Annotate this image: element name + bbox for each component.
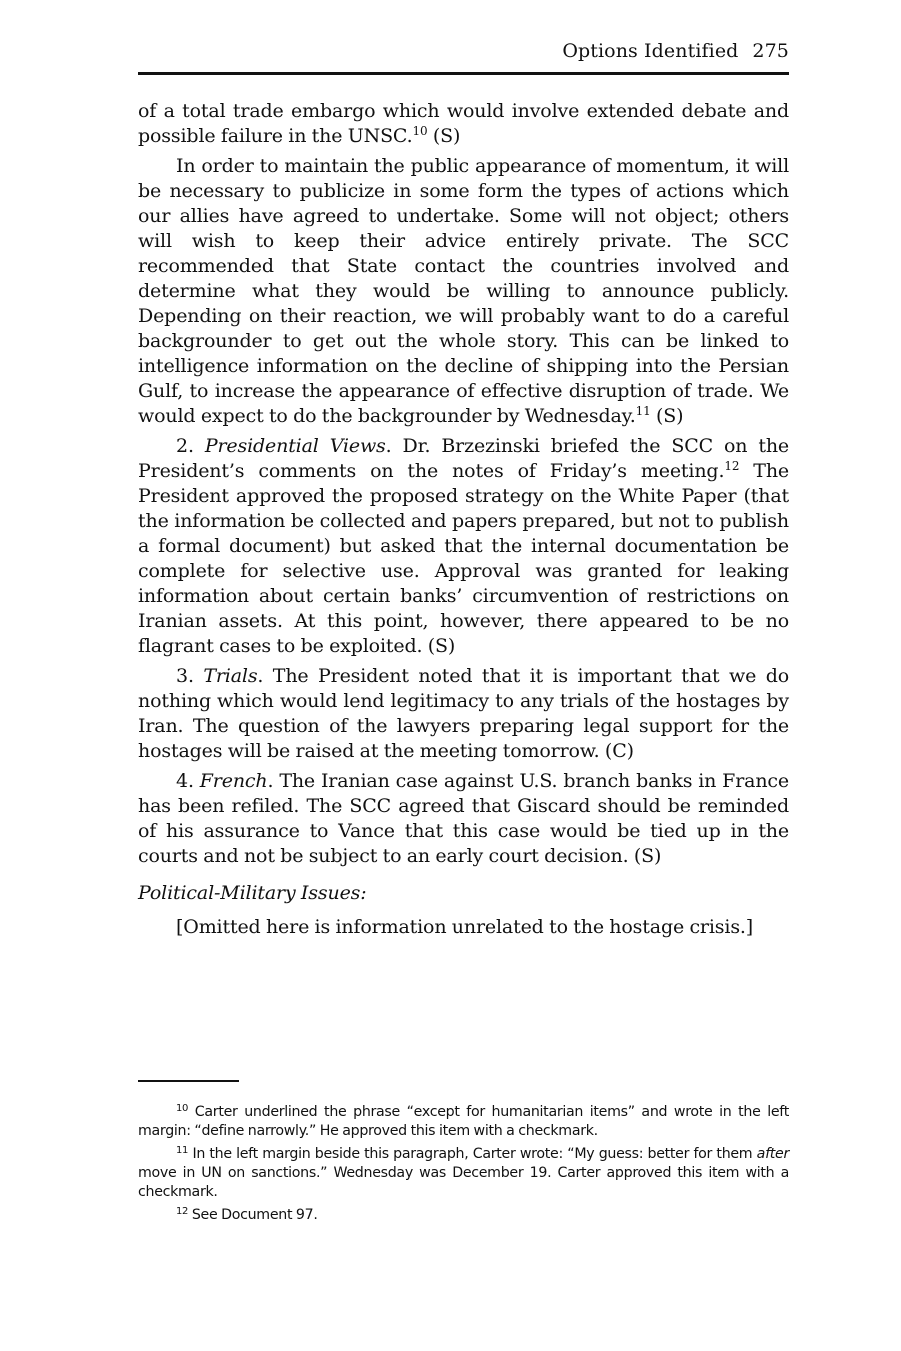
footnote-text: Carter underlined the phrase “except for humanitarian items” and wrote in the left margin: “define narrowly.” He approved this item with a checkmark. bbox=[138, 1104, 789, 1139]
paragraph-text: . The Iranian case against U.S. branch banks in France has been refiled. The SCC agreed that Giscard should be reminded of his assurance to Vance that this case would be tied up in the courts and not be subject to an early court decision. (S) bbox=[138, 770, 789, 867]
classification-marking: (S) bbox=[427, 125, 461, 147]
item-number: 2. bbox=[176, 435, 205, 457]
item-number: 4. bbox=[176, 770, 200, 792]
classification-marking: (S) bbox=[650, 405, 684, 427]
page-number: 275 bbox=[752, 40, 789, 62]
section-heading: Political-Military Issues: bbox=[138, 882, 367, 904]
omitted-note: [Omitted here is information unrelated to the hostage crisis.] bbox=[176, 916, 754, 938]
main-text bbox=[138, 99, 789, 945]
paragraph-trials bbox=[138, 664, 789, 764]
footnote-11 bbox=[138, 1145, 789, 1202]
footnote-ref-10[interactable]: 10 bbox=[412, 124, 428, 138]
item-number: 3. bbox=[176, 665, 204, 687]
footnote-10 bbox=[138, 1103, 789, 1141]
footnote-emphasis: after bbox=[756, 1146, 789, 1162]
paragraph-publicity bbox=[138, 154, 789, 429]
footnote-text: See Document 97. bbox=[188, 1207, 318, 1223]
item-label: Presidential Views bbox=[204, 435, 386, 457]
footnote-number: 10 bbox=[176, 1103, 189, 1114]
paragraph-continuation bbox=[138, 99, 789, 149]
running-header-title: Options Identified bbox=[562, 40, 739, 62]
item-label: Trials bbox=[203, 665, 258, 687]
footnote-number: 11 bbox=[176, 1145, 189, 1156]
footnote-text-continued: move in UN on sanctions.” Wednesday was December 19. Carter approved this item with a checkmark. bbox=[138, 1165, 789, 1200]
paragraph-text: of a total trade embargo which would involve extended debate and possible failure in the UNSC. bbox=[138, 100, 789, 147]
paragraph-text: In order to maintain the public appearance of momentum, it will be necessary to publicize in some form the types of actions which our allies have agreed to undertake. Some will not object; others will wish to keep their advice entirely private. The SCC recommended that State contact the countries involved and determine what they would be willing to announce publicly. Depending on their reaction, we will probably want to do a careful backgrounder to get out the whole story. This can be linked to intelligence information on the decline of shipping into the Persian Gulf, to increase the appearance of effective disruption of trade. We would expect to do the backgrounder by Wednesday. bbox=[138, 155, 789, 427]
footnote-12 bbox=[138, 1206, 789, 1225]
item-label: French bbox=[199, 770, 268, 792]
footnote-number: 12 bbox=[176, 1206, 189, 1217]
running-header bbox=[138, 38, 789, 75]
footnote-ref-12[interactable]: 12 bbox=[724, 459, 740, 473]
footnote-divider bbox=[138, 1080, 239, 1082]
paragraph-presidential-views bbox=[138, 434, 789, 659]
paragraph-text-continued: The President approved the proposed strategy on the White Paper (that the information be collected and papers prepared, but not to publish a formal document) but asked that the internal documentation be complete for selective use. Approval was granted for leaking information about certain banks’ circumvention of restrictions on Iranian assets. At this point, however, there appeared to be no flagrant cases to be exploited. (S) bbox=[138, 460, 790, 657]
footnote-text: In the left margin beside this paragraph, Carter wrote: “My guess: better for them bbox=[188, 1146, 757, 1162]
footnote-ref-11[interactable]: 11 bbox=[635, 404, 651, 418]
paragraph-french bbox=[138, 769, 789, 869]
paragraph-text: . The President noted that it is important that we do nothing which would lend legitimacy to any trials of the hostages by Iran. The question of the lawyers preparing legal support for the hostages will be raised at the meeting tomorrow. (C) bbox=[138, 665, 789, 762]
paragraph-text: . Dr. Brzezinski briefed the SCC on the President’s comments on the notes of Friday’s meeting. bbox=[138, 435, 790, 482]
footnotes bbox=[138, 1103, 789, 1229]
